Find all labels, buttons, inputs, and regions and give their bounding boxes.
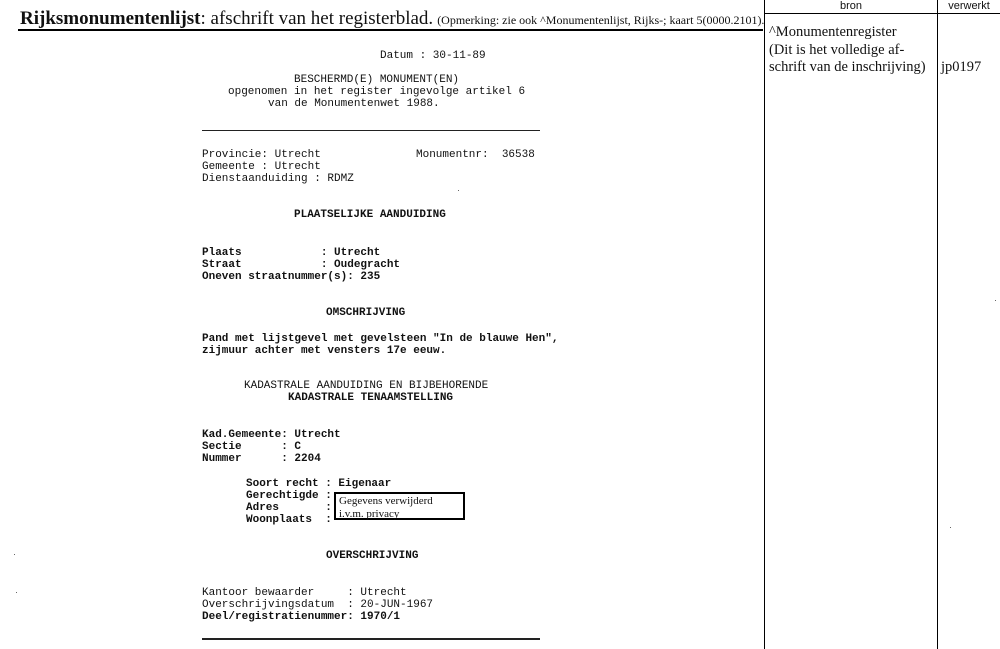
doc-monumentnr: Monumentnr: 36538	[416, 149, 535, 161]
doc-plaats: Plaats : Utrecht	[202, 247, 381, 259]
verwerkt-column-header: verwerkt	[948, 0, 990, 12]
header-note: (Opmerking: zie ook ^Monumentenlijst, Rijks-; kaart 5(0000.2101).	[437, 13, 765, 27]
doc-gemeente: Gemeente : Utrecht	[202, 161, 321, 173]
doc-section-heading: OMSCHRIJVING	[326, 307, 406, 319]
privacy-redaction-box: Gegevens verwijderd i.v.m. privacy	[334, 492, 465, 520]
doc-rule	[202, 130, 540, 132]
doc-subtitle: opgenomen in het register ingevolge artikel 6	[228, 86, 526, 98]
doc-section-heading: PLAATSELIJKE AANDUIDING	[294, 209, 446, 221]
doc-datum: Datum : 30-11-89	[380, 50, 486, 62]
doc-omschrijving: zijmuur achter met vensters 17e eeuw.	[202, 345, 447, 357]
doc-overschrijvingsdatum: Overschrijvingsdatum : 20-JUN-1967	[202, 599, 434, 611]
doc-dienstaanduiding: Dienstaanduiding : RDMZ	[202, 173, 354, 185]
column-divider-left	[764, 0, 765, 649]
doc-section-heading: KADASTRALE TENAAMSTELLING	[288, 392, 454, 404]
header-title-rest: : afschrift van het registerblad.	[200, 8, 434, 29]
doc-subtitle-2: van de Monumentenwet 1988.	[268, 98, 440, 110]
bron-line: schrift van de inschrijving)	[769, 59, 926, 75]
doc-section-heading: OVERSCHRIJVING	[326, 550, 419, 562]
bron-column-header: bron	[839, 0, 863, 12]
doc-provincie: Provincie: Utrecht	[202, 149, 321, 161]
doc-woonplaats: Woonplaats :	[246, 514, 332, 526]
header-underline	[18, 29, 763, 31]
doc-kantoor: Kantoor bewaarder : Utrecht	[202, 587, 407, 599]
doc-section-heading: KADASTRALE AANDUIDING EN BIJBEHORENDE	[244, 380, 489, 392]
bron-cell	[769, 24, 937, 77]
doc-soort-recht: Soort recht : Eigenaar	[246, 478, 392, 490]
scan-speck	[950, 527, 951, 528]
scan-speck	[458, 190, 459, 191]
page-header	[20, 8, 764, 30]
bron-line: (Dit is het volledige af-	[769, 41, 905, 58]
doc-deel-registratienummer: Deel/registratienummer: 1970/1	[202, 611, 401, 623]
column-header-line	[764, 13, 1000, 14]
verwerkt-cell: jp0197	[941, 59, 982, 75]
doc-straatnummer: Oneven straatnummer(s): 235	[202, 271, 381, 283]
bron-line: ^Monumentenregister	[769, 24, 897, 40]
scan-speck	[14, 554, 15, 555]
doc-nummer: Nummer : 2204	[202, 453, 321, 465]
doc-omschrijving: Pand met lijstgevel met gevelsteen "In de blauwe Hen",	[202, 333, 559, 345]
doc-rule	[202, 638, 540, 641]
column-divider-right	[937, 0, 938, 649]
scan-speck	[995, 300, 996, 301]
doc-sectie: Sectie : C	[202, 441, 302, 453]
doc-straat: Straat : Oudegracht	[202, 259, 401, 271]
doc-adres: Adres :	[246, 502, 332, 514]
doc-kad-gemeente: Kad.Gemeente: Utrecht	[202, 429, 341, 441]
header-title-bold: Rijksmonumentenlijst	[20, 8, 201, 29]
scan-speck	[16, 592, 17, 593]
doc-title: BESCHERMD(E) MONUMENT(EN)	[294, 74, 460, 86]
doc-gerechtigde: Gerechtigde :	[246, 490, 332, 502]
